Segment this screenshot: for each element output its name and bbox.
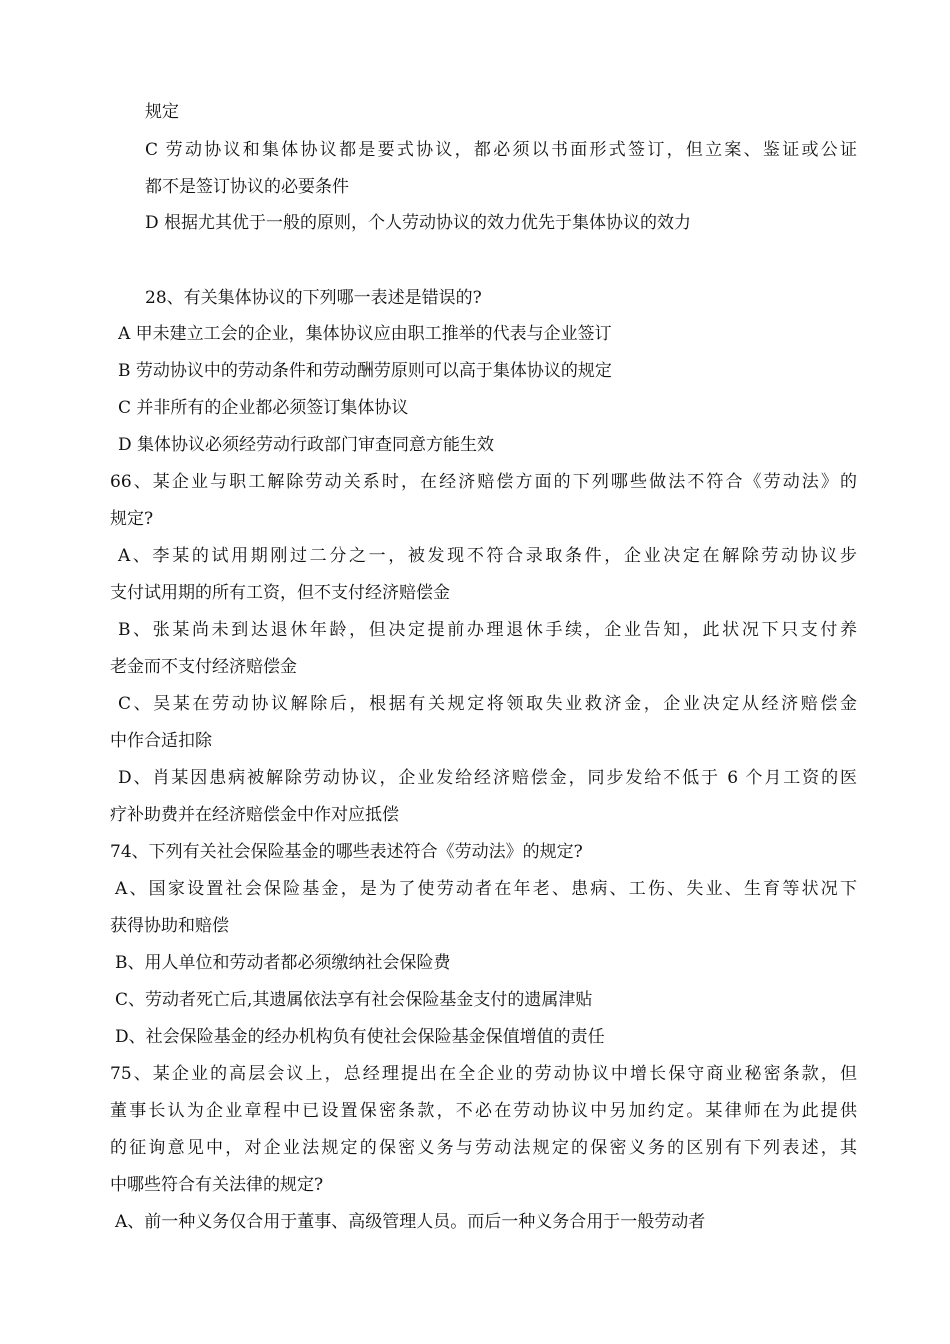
q66-option-a-line2: 支付试用期的所有工资，但不支付经济赔偿金 — [110, 583, 450, 603]
q74-option-c: C、劳动者死亡后,其遗属依法享有社会保险基金支付的遗属津贴 — [115, 990, 593, 1010]
q74-option-a-line1: A、国家设置社会保险基金，是为了使劳动者在年老、患病、工伤、失业、生育等状况下 — [115, 879, 857, 899]
q75-stem-line4: 中哪些符合有关法律的规定? — [110, 1175, 324, 1195]
q74-stem: 74、下列有关社会保险基金的哪些表述符合《劳动法》的规定? — [110, 842, 583, 862]
q28-option-b: B 劳动协议中的劳动条件和劳动酬劳原则可以高于集体协议的规定 — [118, 361, 612, 381]
q66-option-c-line1: C、吴某在劳动协议解除后，根据有关规定将领取失业救济金，企业决定从经济赔偿金 — [118, 694, 857, 714]
q28-option-d: D 集体协议必须经劳动行政部门审查同意方能生效 — [118, 435, 495, 455]
q74-option-d: D、社会保险基金的经办机构负有使社会保险基金保值增值的责任 — [115, 1027, 605, 1047]
q75-stem-line2: 董事长认为企业章程中已设置保密条款，不必在劳动协议中另加约定。某律师在为此提供 — [110, 1101, 857, 1121]
prev-tail-text: 规定 — [145, 102, 179, 122]
prev-option-c-line2: 都不是签订协议的必要条件 — [145, 177, 349, 197]
q66-option-c-line2: 中作合适扣除 — [110, 731, 212, 751]
q66-stem-line1: 66、某企业与职工解除劳动关系时，在经济赔偿方面的下列哪些做法不符合《劳动法》的 — [110, 472, 857, 492]
q66-option-d-line2: 疗补助费并在经济赔偿金中作对应抵偿 — [110, 805, 399, 825]
q28-stem: 28、有关集体协议的下列哪一表述是错误的? — [145, 288, 482, 308]
q74-option-b: B、用人单位和劳动者都必须缴纳社会保险费 — [115, 953, 451, 973]
q74-option-a-line2: 获得协助和赔偿 — [110, 916, 229, 936]
q28-option-c: C 并非所有的企业都必须签订集体协议 — [118, 398, 409, 418]
q75-option-a: A、前一种义务仅合用于董事、高级管理人员。而后一种义务合用于一般劳动者 — [115, 1212, 706, 1232]
prev-option-d: D 根据尤其优于一般的原则，个人劳动协议的效力优先于集体协议的效力 — [145, 213, 692, 233]
q66-option-d-line1: D、肖某因患病被解除劳动协议，企业发给经济赔偿金，同步发给不低于 6 个月工资的医 — [118, 768, 857, 788]
q66-option-b-line1: B、张某尚未到达退休年龄，但决定提前办理退休手续，企业告知，此状况下只支付养 — [118, 620, 857, 640]
q66-option-b-line2: 老金而不支付经济赔偿金 — [110, 657, 297, 677]
q28-option-a: A 甲未建立工会的企业，集体协议应由职工推举的代表与企业签订 — [118, 324, 612, 344]
q75-stem-line3: 的征询意见中，对企业法规定的保密义务与劳动法规定的保密义务的区别有下列表述，其 — [110, 1138, 857, 1158]
q75-stem-line1: 75、某企业的高层会议上，总经理提出在全企业的劳动协议中增长保守商业秘密条款，但 — [110, 1064, 857, 1084]
prev-option-c-line1: C 劳动协议和集体协议都是要式协议，都必须以书面形式签订，但立案、鉴证或公证 — [145, 140, 857, 160]
q66-stem-line2: 规定? — [110, 509, 154, 529]
q66-option-a-line1: A、李某的试用期刚过二分之一，被发现不符合录取条件，企业决定在解除劳动协议步 — [118, 546, 857, 566]
